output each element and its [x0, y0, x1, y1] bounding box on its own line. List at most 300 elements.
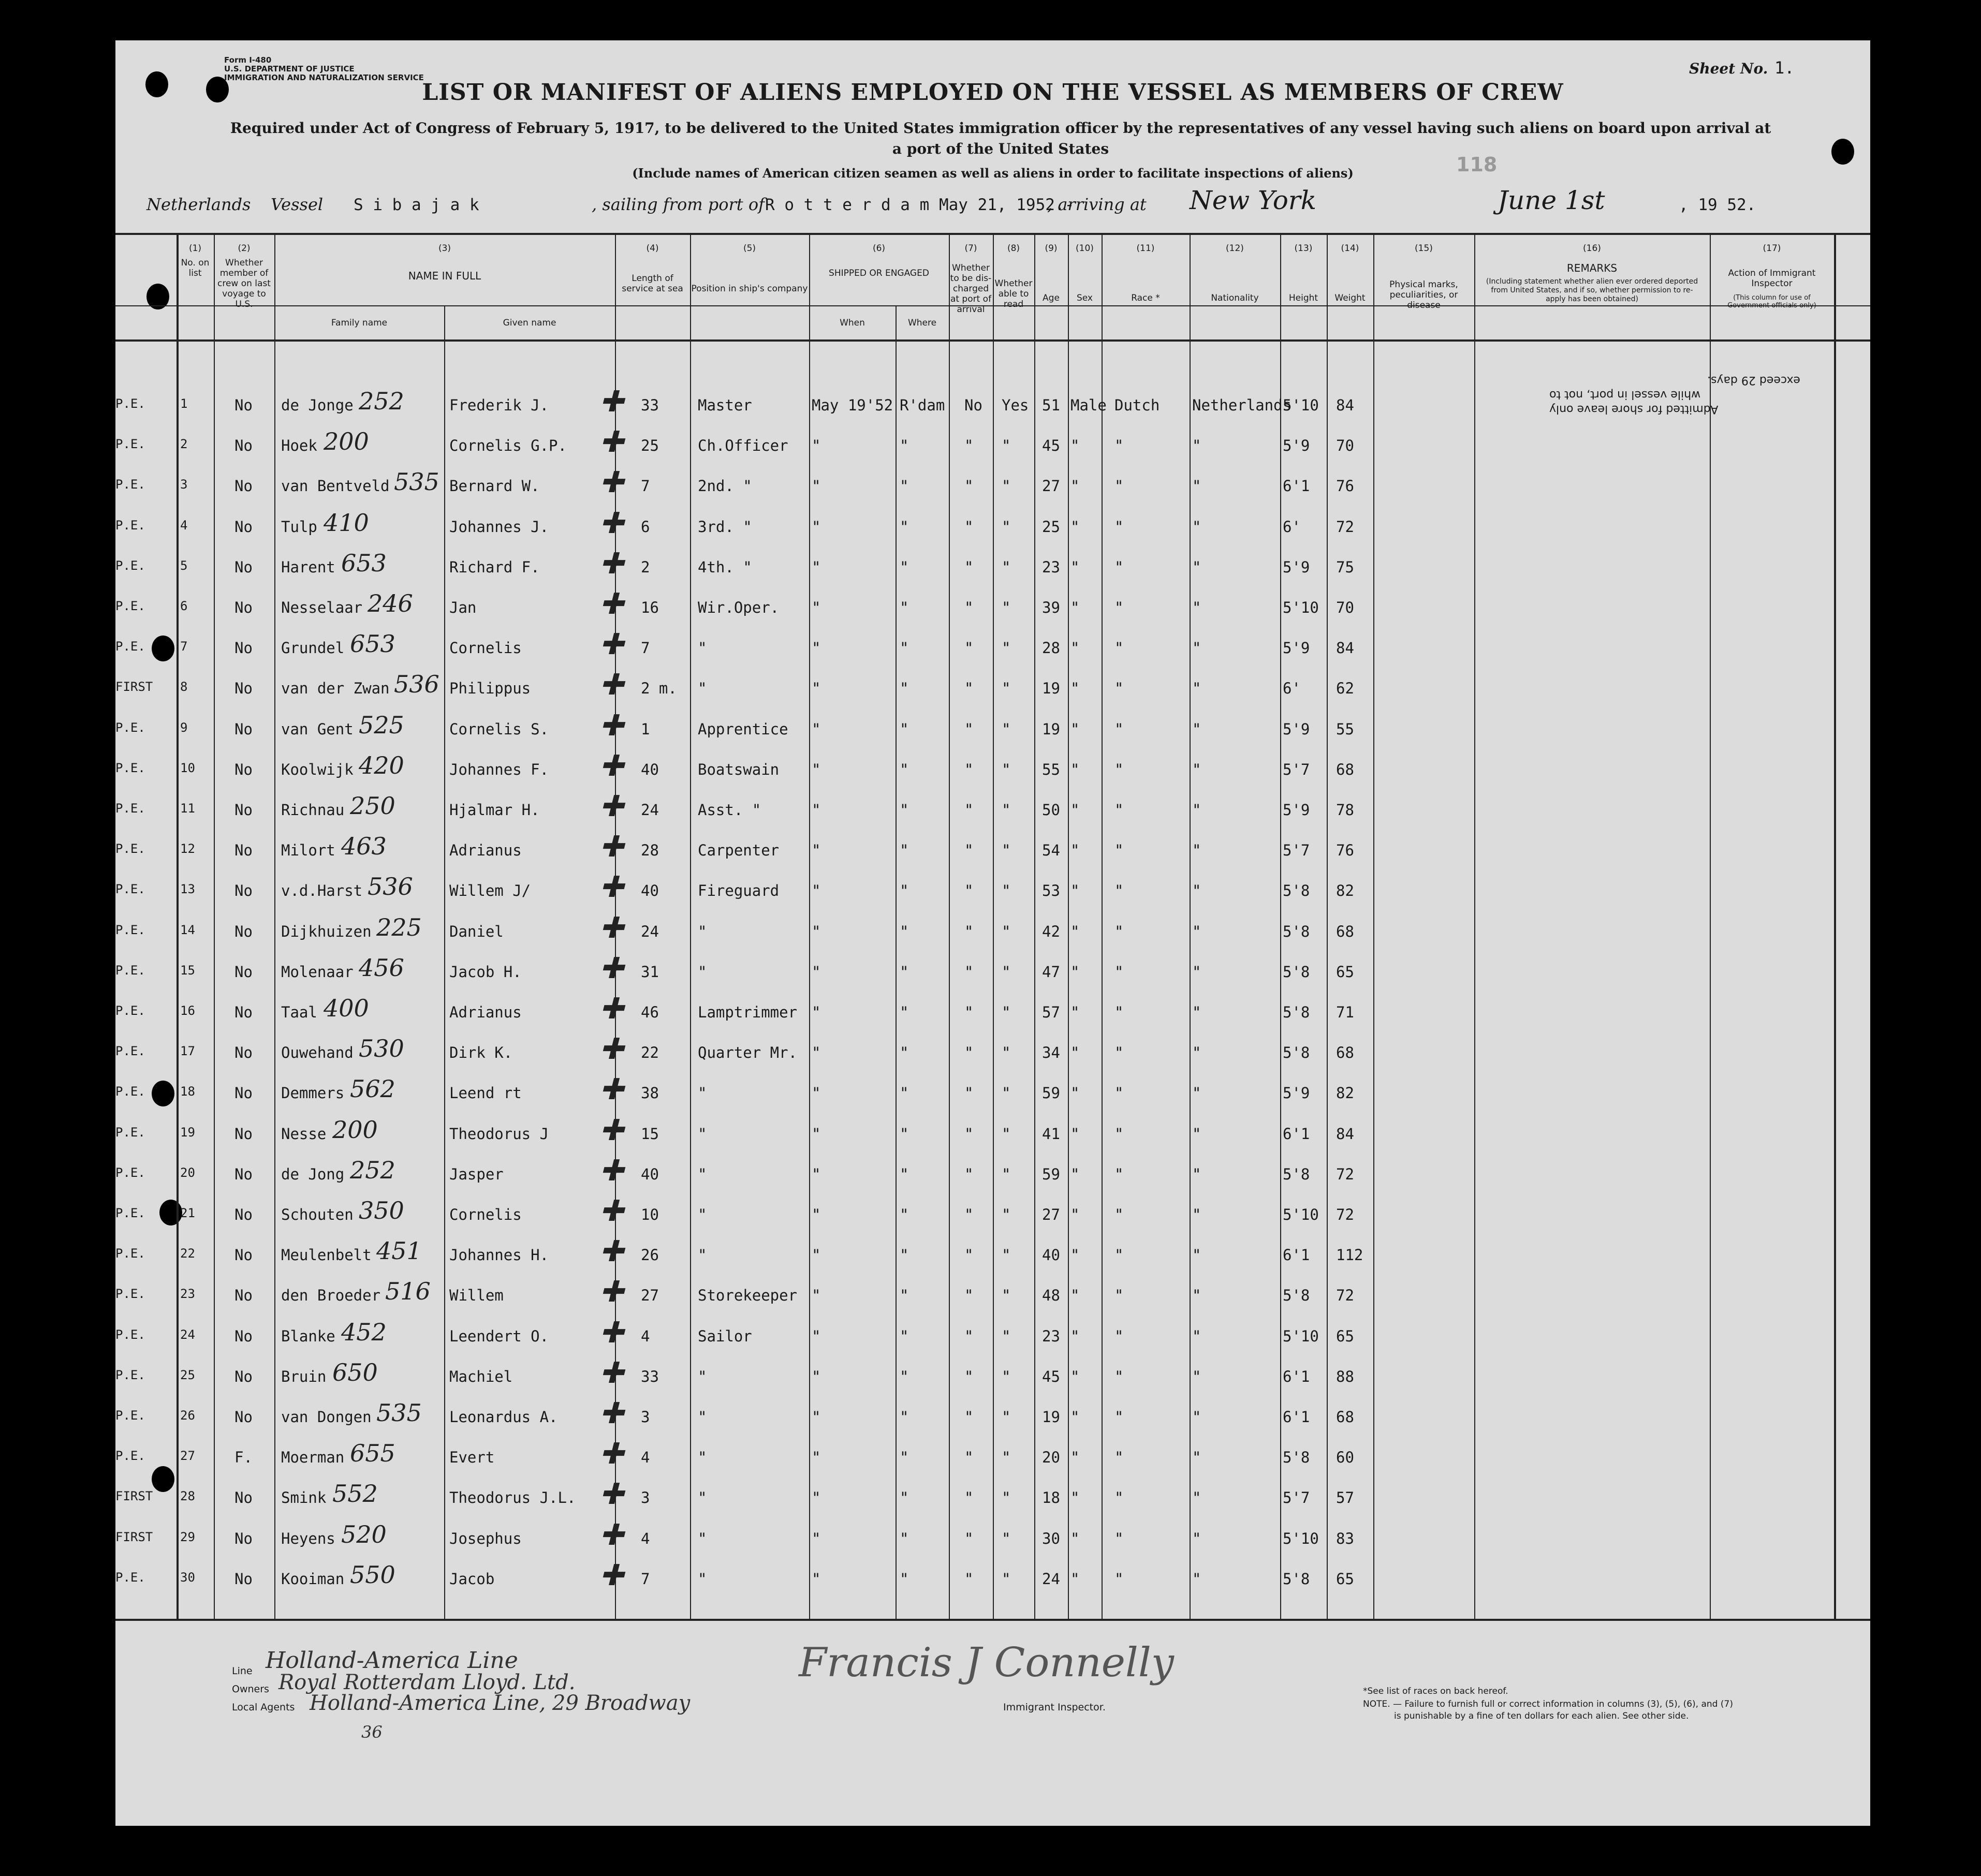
row-handwritten-code: 350	[359, 1196, 404, 1224]
row-discharged: No	[964, 396, 982, 414]
row-where: "	[900, 882, 909, 900]
row-check-mark-icon: ✚	[599, 1235, 624, 1269]
row-check-mark-icon: ✚	[599, 1275, 624, 1309]
row-when: "	[812, 963, 821, 981]
row-position: 2nd. "	[698, 477, 752, 495]
row-where: "	[900, 1165, 909, 1183]
row-prefix: P.E.	[115, 558, 145, 573]
row-given-name: Cornelis S.	[449, 720, 549, 738]
header-member-last-voyage: Whether member of crew on last voyage to U.S.	[217, 258, 271, 309]
row-family-name: de Jong	[281, 1165, 345, 1183]
arrival-year: , 19 52.	[1679, 196, 1756, 214]
row-position: "	[698, 1165, 707, 1183]
column-rule	[1474, 233, 1475, 1620]
col-number: (14)	[1341, 243, 1359, 254]
row-family-name: van Bentveld	[281, 477, 390, 495]
row-where: "	[900, 760, 909, 778]
row-discharged: "	[964, 437, 974, 455]
row-position: Master	[698, 396, 752, 414]
row-where: "	[900, 558, 909, 576]
col-number: (6)	[872, 243, 886, 254]
row-number: 15	[180, 963, 195, 978]
arrival-port: New York	[1190, 185, 1316, 215]
row-race: "	[1114, 639, 1124, 657]
row-service-length: 22	[641, 1044, 659, 1062]
row-nationality: "	[1192, 558, 1201, 576]
row-prefix: P.E.	[115, 437, 145, 452]
row-sex: "	[1070, 841, 1080, 860]
row-when: "	[812, 1489, 821, 1507]
row-sex: "	[1070, 1327, 1080, 1345]
row-race: "	[1114, 1206, 1124, 1223]
row-number: 13	[180, 882, 195, 897]
header-weight: Weight	[1334, 293, 1366, 303]
row-height: 5'9	[1283, 801, 1310, 819]
row-weight: 76	[1336, 841, 1354, 860]
footer-agents-value: Holland-America Line, 29 Broadway	[310, 1691, 691, 1715]
column-rule	[177, 233, 179, 1620]
row-given-name: Richard F.	[449, 558, 540, 576]
row-service-length: 6	[641, 518, 650, 536]
row-race: "	[1114, 720, 1124, 738]
row-age: 25	[1042, 518, 1060, 536]
row-service-length: 24	[641, 922, 659, 940]
row-position: "	[698, 1489, 707, 1507]
row-prefix: P.E.	[115, 518, 145, 533]
row-handwritten-code: 650	[332, 1358, 378, 1386]
row-age: 19	[1042, 720, 1060, 738]
row-nationality: "	[1192, 1125, 1201, 1143]
row-height: 5'10	[1283, 599, 1319, 616]
row-given-name: Dirk K.	[449, 1044, 513, 1062]
col-number: (12)	[1226, 243, 1244, 254]
row-weight: 65	[1336, 1570, 1354, 1588]
row-prefix: P.E.	[115, 1044, 145, 1059]
row-nationality: "	[1192, 720, 1201, 738]
row-last-voyage: No	[234, 1084, 253, 1102]
row-race: "	[1114, 1529, 1124, 1547]
header-remarks-note: (Including statement whether alien ever ordered deported from United States, and if so, whether permission to re-apply has been obtained)	[1486, 277, 1698, 303]
header-physical-marks: Physical marks, peculiarities, or disease	[1389, 279, 1458, 311]
row-check-mark-icon: ✚	[599, 1316, 624, 1350]
row-handwritten-code: 200	[324, 427, 369, 456]
row-weight: 65	[1336, 1327, 1354, 1345]
row-number: 4	[180, 518, 188, 533]
row-handwritten-code: 463	[341, 832, 387, 861]
row-service-length: 4	[641, 1327, 650, 1345]
row-able-read: "	[1002, 1206, 1011, 1223]
row-discharged: "	[964, 477, 974, 495]
row-where: "	[900, 1287, 909, 1305]
column-rule	[214, 233, 215, 1620]
row-race: "	[1114, 1084, 1124, 1102]
row-last-voyage: No	[234, 1206, 253, 1223]
row-able-read: "	[1002, 1246, 1011, 1264]
column-rule	[1280, 233, 1281, 1620]
row-given-name: Johannes J.	[449, 518, 549, 536]
row-nationality: "	[1192, 477, 1201, 495]
header-remarks: REMARKS	[1566, 262, 1618, 274]
row-when: "	[812, 1206, 821, 1223]
row-where: "	[900, 1449, 909, 1467]
row-age: 19	[1042, 1408, 1060, 1426]
row-discharged: "	[964, 1125, 974, 1143]
row-nationality: "	[1192, 1449, 1201, 1467]
row-handwritten-code: 535	[376, 1399, 422, 1427]
row-when: "	[812, 1529, 821, 1547]
row-position: Lamptrimmer	[698, 1003, 798, 1021]
row-sex: "	[1070, 477, 1080, 495]
row-when: "	[812, 639, 821, 657]
row-nationality: "	[1192, 841, 1201, 860]
footer-line-label: Line	[232, 1665, 253, 1677]
row-check-mark-icon: ✚	[599, 1558, 624, 1592]
row-height: 5'9	[1283, 639, 1310, 657]
row-where: "	[900, 477, 909, 495]
row-given-name: Jasper	[449, 1165, 504, 1183]
row-service-length: 40	[641, 1165, 659, 1183]
column-rule	[1834, 233, 1836, 1620]
row-number: 16	[180, 1003, 195, 1018]
row-service-length: 7	[641, 1570, 650, 1588]
row-nationality: "	[1192, 1570, 1201, 1588]
row-weight: 84	[1336, 1125, 1354, 1143]
row-height: 5'7	[1283, 760, 1310, 778]
row-discharged: "	[964, 841, 974, 860]
col-number: (1)	[188, 243, 202, 254]
row-last-voyage: No	[234, 801, 253, 819]
row-sex: "	[1070, 963, 1080, 981]
row-discharged: "	[964, 1287, 974, 1305]
row-number: 2	[180, 437, 188, 452]
row-age: 30	[1042, 1529, 1060, 1547]
row-service-length: 16	[641, 599, 659, 616]
row-weight: 65	[1336, 963, 1354, 981]
header-family-name: Family name	[331, 318, 388, 328]
row-race: "	[1114, 841, 1124, 860]
row-discharged: "	[964, 639, 974, 657]
row-discharged: "	[964, 599, 974, 616]
row-able-read: "	[1002, 1084, 1011, 1102]
row-last-voyage: No	[234, 558, 253, 576]
row-age: 18	[1042, 1489, 1060, 1507]
row-handwritten-code: 200	[332, 1115, 378, 1144]
row-when: "	[812, 1084, 821, 1102]
row-given-name: Evert	[449, 1449, 495, 1467]
row-able-read: "	[1002, 1489, 1011, 1507]
row-race: "	[1114, 1165, 1124, 1183]
punch-hole	[152, 1081, 174, 1106]
row-prefix: P.E.	[115, 1327, 145, 1342]
col-number: (9)	[1045, 243, 1058, 254]
row-handwritten-code: 520	[341, 1520, 387, 1548]
row-discharged: "	[964, 1044, 974, 1062]
row-age: 20	[1042, 1449, 1060, 1467]
column-rule	[993, 233, 994, 1620]
row-when: "	[812, 1044, 821, 1062]
row-nationality: "	[1192, 1165, 1201, 1183]
row-last-voyage: No	[234, 639, 253, 657]
row-check-mark-icon: ✚	[599, 546, 624, 581]
row-family-name: Heyens	[281, 1529, 335, 1547]
row-weight: 68	[1336, 760, 1354, 778]
row-race: "	[1114, 760, 1124, 778]
row-prefix: P.E.	[115, 720, 145, 735]
row-service-length: 31	[641, 963, 659, 981]
row-service-length: 4	[641, 1449, 650, 1467]
row-when: "	[812, 680, 821, 698]
row-prefix: P.E.	[115, 882, 145, 897]
row-position: Sailor	[698, 1327, 752, 1345]
footer-note-races: *See list of races on back hereof.	[1363, 1686, 1508, 1696]
row-sex: "	[1070, 639, 1080, 657]
row-handwritten-code: 400	[324, 994, 369, 1022]
remark-stamp-line: while vessel in port, not to	[1549, 388, 1701, 401]
row-position: "	[698, 1367, 707, 1385]
column-rule	[274, 233, 275, 1620]
row-nationality: "	[1192, 1327, 1201, 1345]
row-given-name: Jacob	[449, 1570, 495, 1588]
row-given-name: Leend rt	[449, 1084, 522, 1102]
vessel-name: S i b a j a k	[354, 196, 479, 214]
row-able-read: "	[1002, 882, 1011, 900]
row-where: "	[900, 1367, 909, 1385]
row-given-name: Johannes H.	[449, 1246, 549, 1264]
row-where: "	[900, 922, 909, 940]
header-action: Action of Immigrant Inspector	[1728, 268, 1816, 289]
row-height: 5'10	[1283, 1206, 1319, 1223]
row-sex: "	[1070, 760, 1080, 778]
row-discharged: "	[964, 1529, 974, 1547]
row-weight: 112	[1336, 1246, 1363, 1264]
vessel-label: Vessel	[271, 195, 324, 214]
row-able-read: "	[1002, 841, 1011, 860]
row-when: "	[812, 1165, 821, 1183]
row-able-read: "	[1002, 922, 1011, 940]
row-check-mark-icon: ✚	[599, 1518, 624, 1552]
row-check-mark-icon: ✚	[599, 870, 624, 905]
row-service-length: 46	[641, 1003, 659, 1021]
row-discharged: "	[964, 1327, 974, 1345]
header-given-name: Given name	[503, 318, 556, 328]
row-height: 6'1	[1283, 1125, 1310, 1143]
row-family-name: van Gent	[281, 720, 354, 738]
row-family-name: Tulp	[281, 518, 317, 536]
row-age: 23	[1042, 558, 1060, 576]
row-number: 29	[180, 1529, 195, 1544]
row-given-name: Leendert O.	[449, 1327, 549, 1345]
header-where: Where	[907, 318, 937, 328]
row-sex: "	[1070, 518, 1080, 536]
row-able-read: "	[1002, 558, 1011, 576]
row-position: Fireguard	[698, 882, 780, 900]
row-where: "	[900, 963, 909, 981]
row-check-mark-icon: ✚	[599, 1113, 624, 1147]
row-sex: "	[1070, 1287, 1080, 1305]
header-height: Height	[1288, 293, 1318, 303]
row-when: "	[812, 1246, 821, 1264]
row-prefix: P.E.	[115, 1367, 145, 1382]
row-race: "	[1114, 1327, 1124, 1345]
row-service-length: 3	[641, 1408, 650, 1426]
column-rule	[1190, 233, 1191, 1620]
row-discharged: "	[964, 680, 974, 698]
row-weight: 72	[1336, 1206, 1354, 1223]
row-family-name: Taal	[281, 1003, 317, 1021]
row-position: "	[698, 680, 707, 698]
row-race: "	[1114, 1287, 1124, 1305]
row-discharged: "	[964, 518, 974, 536]
row-height: 5'9	[1283, 437, 1310, 455]
row-race: "	[1114, 1449, 1124, 1467]
row-service-length: 7	[641, 477, 650, 495]
row-family-name: Blanke	[281, 1327, 335, 1345]
row-sex: "	[1070, 1529, 1080, 1547]
row-family-name: Harent	[281, 558, 335, 576]
row-service-length: 40	[641, 760, 659, 778]
row-family-name: Nesse	[281, 1125, 327, 1143]
row-number: 12	[180, 841, 195, 856]
row-sex: Male	[1070, 396, 1107, 414]
row-weight: 70	[1336, 437, 1354, 455]
row-age: 50	[1042, 801, 1060, 819]
row-prefix: P.E.	[115, 1165, 145, 1180]
row-check-mark-icon: ✚	[599, 1194, 624, 1228]
row-last-voyage: No	[234, 1529, 253, 1547]
row-family-name: Moerman	[281, 1449, 345, 1467]
row-age: 59	[1042, 1084, 1060, 1102]
arriving-label: , arriving at	[1047, 195, 1147, 214]
row-handwritten-code: 530	[359, 1035, 404, 1063]
vessel-flag: Netherlands	[146, 195, 251, 214]
row-check-mark-icon: ✚	[599, 1437, 624, 1471]
row-number: 28	[180, 1489, 195, 1504]
row-height: 5'9	[1283, 558, 1310, 576]
row-discharged: "	[964, 801, 974, 819]
row-position: 4th. "	[698, 558, 752, 576]
footer-owners-label: Owners	[232, 1683, 269, 1695]
header-position: Position in ship's company	[691, 284, 808, 294]
row-able-read: "	[1002, 437, 1011, 455]
remark-stamp-line: Admitted for shore leave only	[1549, 403, 1719, 416]
row-where: "	[900, 599, 909, 616]
row-discharged: "	[964, 882, 974, 900]
row-nationality: "	[1192, 1287, 1201, 1305]
row-height: 6'1	[1283, 1367, 1310, 1385]
row-last-voyage: No	[234, 1408, 253, 1426]
row-sex: "	[1070, 1246, 1080, 1264]
row-where: "	[900, 1003, 909, 1021]
row-service-length: 33	[641, 396, 659, 414]
row-number: 5	[180, 558, 188, 573]
header-nationality: Nationality	[1211, 293, 1259, 303]
row-sex: "	[1070, 1570, 1080, 1588]
row-when: "	[812, 477, 821, 495]
punch-hole	[152, 1466, 174, 1492]
row-last-voyage: No	[234, 1327, 253, 1345]
row-handwritten-code: 550	[350, 1560, 395, 1589]
header-race: Race *	[1131, 293, 1160, 303]
row-where: "	[900, 1246, 909, 1264]
row-where: "	[900, 437, 909, 455]
header-length-service: Length of service at sea	[622, 273, 683, 294]
row-check-mark-icon: ✚	[599, 587, 624, 621]
row-given-name: Philippus	[449, 680, 531, 698]
row-given-name: Frederik J.	[449, 396, 549, 414]
page-title: LIST OR MANIFEST OF ALIENS EMPLOYED ON THE VESSEL AS MEMBERS OF CREW	[422, 79, 1564, 106]
row-service-length: 15	[641, 1125, 659, 1143]
row-race: "	[1114, 1044, 1124, 1062]
row-handwritten-code: 552	[332, 1480, 378, 1508]
row-able-read: "	[1002, 639, 1011, 657]
shipped-divider	[809, 305, 949, 306]
row-given-name: Josephus	[449, 1529, 522, 1547]
row-weight: 57	[1336, 1489, 1354, 1507]
row-prefix: P.E.	[115, 841, 145, 856]
row-handwritten-code: 516	[385, 1277, 431, 1306]
row-weight: 78	[1336, 801, 1354, 819]
row-sex: "	[1070, 680, 1080, 698]
row-given-name: Willem	[449, 1287, 504, 1305]
row-age: 27	[1042, 1206, 1060, 1223]
row-when: "	[812, 1367, 821, 1385]
row-check-mark-icon: ✚	[599, 668, 624, 702]
row-last-voyage: No	[234, 760, 253, 778]
column-rule	[1710, 233, 1711, 1620]
row-sex: "	[1070, 1125, 1080, 1143]
row-check-mark-icon: ✚	[599, 628, 624, 662]
row-weight: 55	[1336, 720, 1354, 738]
row-race: "	[1114, 1003, 1124, 1021]
row-when: May 19'52	[812, 396, 893, 414]
row-where: "	[900, 720, 909, 738]
row-position: "	[698, 1084, 707, 1102]
row-service-length: 33	[641, 1367, 659, 1385]
row-sex: "	[1070, 1165, 1080, 1183]
row-given-name: Jacob H.	[449, 963, 522, 981]
row-able-read: "	[1002, 1003, 1011, 1021]
row-sex: "	[1070, 437, 1080, 455]
row-when: "	[812, 518, 821, 536]
column-rule	[949, 233, 950, 1620]
row-sex: "	[1070, 1084, 1080, 1102]
row-number: 19	[180, 1125, 195, 1140]
page-subtitle: Required under Act of Congress of February 5, 1917, to be delivered to the United States immigration officer by the representatives of any vessel having such aliens on board upon arrival at a port of the United States	[230, 120, 1771, 157]
row-height: 5'8	[1283, 1003, 1310, 1021]
row-last-voyage: No	[234, 1287, 253, 1305]
row-position: 3rd. "	[698, 518, 752, 536]
row-check-mark-icon: ✚	[599, 992, 624, 1026]
footer-inspector-label: Immigrant Inspector.	[1003, 1702, 1106, 1713]
row-able-read: "	[1002, 1287, 1011, 1305]
row-check-mark-icon: ✚	[599, 1032, 624, 1067]
row-family-name: Bruin	[281, 1367, 327, 1385]
row-race: "	[1114, 1125, 1124, 1143]
row-prefix: P.E.	[115, 760, 145, 775]
footer-line-value: Holland-America Line	[266, 1647, 518, 1674]
header-sex: Sex	[1076, 293, 1093, 303]
row-race: "	[1114, 1489, 1124, 1507]
row-able-read: "	[1002, 1327, 1011, 1345]
row-where: R'dam	[900, 396, 945, 414]
row-number: 1	[180, 396, 188, 411]
row-service-length: 40	[641, 882, 659, 900]
row-race: "	[1114, 437, 1124, 455]
col-number: (4)	[646, 243, 659, 254]
row-weight: 82	[1336, 1084, 1354, 1102]
row-race: "	[1114, 922, 1124, 940]
remark-stamp-line: exceed 29 days.	[1707, 374, 1800, 387]
